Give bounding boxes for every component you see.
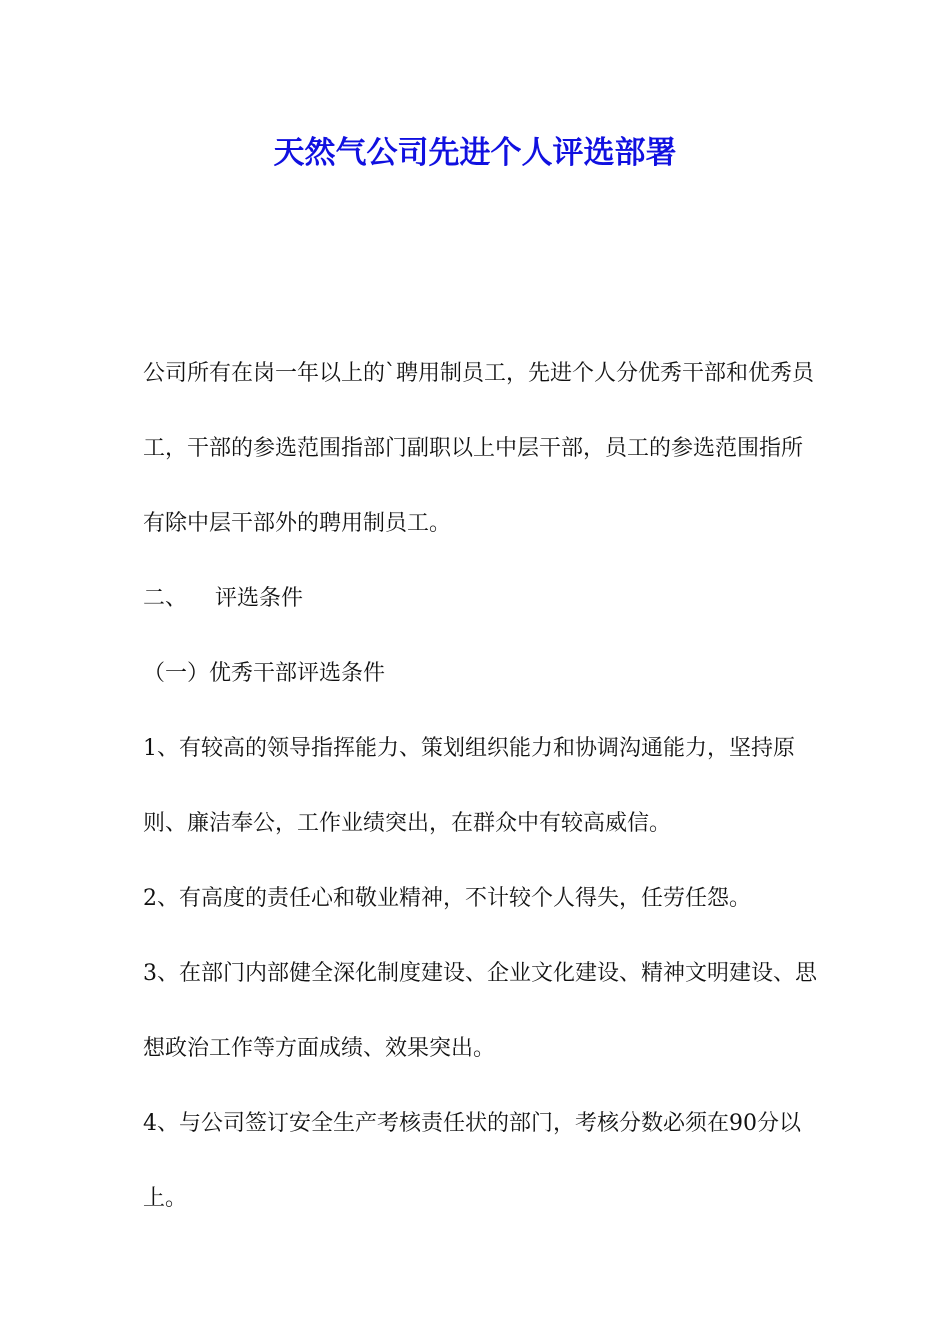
document-title: 天然气公司先进个人评选部署 [273, 135, 677, 171]
document-body [143, 336, 823, 1236]
section-heading [143, 561, 823, 636]
section-title: 评选条件 [215, 586, 304, 611]
paragraph-eligibility: 公司所有在岗一年以上的`聘用制员工，先进个人分优秀干部和优秀员工，干部的参选范围指部门副职以上中层干部，员工的参选范围指所有除中层干部外的聘用制员工。 [143, 361, 815, 536]
condition-item-4: 4、与公司签订安全生产考核责任状的部门，考核分数必须在90分以上。 [143, 1111, 801, 1211]
condition-item-2: 2、有高度的责任心和敬业精神，不计较个人得失，任劳任怨。 [143, 886, 751, 911]
condition-item-1: 1、有较高的领导指挥能力、策划组织能力和协调沟通能力，坚持原则、廉洁奉公，工作业绩突出，在群众中有较高威信。 [143, 736, 795, 836]
section-number: 二、 [143, 586, 188, 611]
subsection-heading: （一）优秀干部评选条件 [143, 661, 386, 686]
condition-item-3: 3、在部门内部健全深化制度建设、企业文化建设、精神文明建设、思想政治工作等方面成绩、效果突出。 [143, 961, 817, 1061]
